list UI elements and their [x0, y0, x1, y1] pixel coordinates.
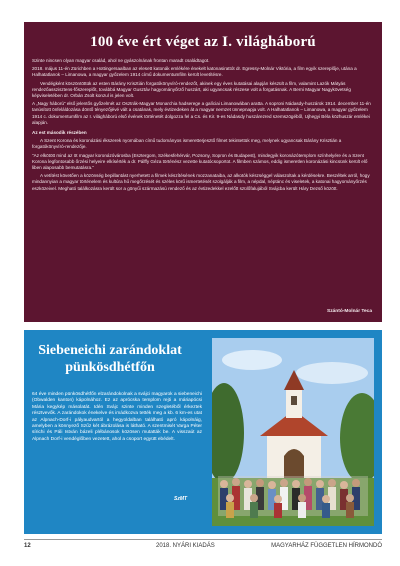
page-footer — [24, 539, 382, 554]
article-title — [30, 342, 190, 376]
article-paragraph: Vendégként köszöntöttük az esten Bárány Krisztián forgatókönyvíró-rendezőt, akinek egy éves kutatásai alapján készült a film, valamint Lazók Mátyás rendezőasszisztens-főszereplőt, továbbá Magyar Gusztáv hagyományőrző huszárt, aki ugyancsak részese volt a forgatásnak. A Berni Magyar Nagykövetség képviseletében dr. Orbán Zsolt konzul is jelen volt. — [32, 80, 351, 99]
group-of-pilgrims — [218, 476, 368, 518]
article-paragraph: "Az elkötött mind az öt magyar koronázóvárosba (Esztergom, Székesfehérvár, Pozsony, Sopron és Budapest), mindegyik koronázótemplom színhelyére és a Szent Korona legfontosabb őrzési helyeire elkísérték a dr. Pálffy Géza történész vezette kutatócsoportot. A filmben számos, eddig ismeretlen koronázási kincsünk került elő liben alaposabb bemutatásra." — [32, 152, 368, 171]
article-paragraph: A vetítést követően a közönség bepillantást nyerhetett a filmek készítésének mozzanataiba, az alkotók készséggel válaszoltak a kérdésekre. Beszéltek arról, hogy mindannyian a magyar történelem és kultúra hű megőrzését és széles körű ismertetését szolgálják a film, a népdal, néptánc és viseletek, a katonai hagyományőrzés eszközeivel. Megható találkozásra került sor a gönyűi származású rendező és az évtizedekkel ezelőtt szülőfalujából Svájcba került Háry Dezső között. — [32, 173, 370, 191]
article-paragraph: Szinte nincsen olyan magyar család, ahol ne gyászolnának frontan maradt családtagot. — [32, 58, 210, 63]
title-line: Siebeneichi zarándoklat — [38, 343, 182, 358]
article-paragraph: A Szent Korona és koronázási ékszerek nyomában című tudományos ismeretterjesztő filmet tekintettük meg, melynek ugyancsak Bárány Krisztián a forgatókönyvíró-rendezője. — [32, 138, 342, 150]
author-signature: Szántó-Molnár Teca — [327, 309, 372, 314]
article-wwi-centenary — [24, 22, 382, 322]
edition-label: 2018. NYÁRI KIADÁS — [156, 543, 215, 549]
article-body — [32, 58, 374, 194]
author-signature: SzMT — [174, 496, 188, 502]
chapel-group-photo — [212, 338, 374, 526]
article-subheading: Az est második részében — [32, 130, 87, 136]
article-pilgrimage — [24, 330, 382, 534]
title-line: pünkösdhétfőn — [65, 360, 155, 375]
publication-name: MAGYARHÁZ FÜGGETLEN HÍRMONDÓ — [271, 543, 382, 549]
article-paragraph: 64 éve minden pünkösdhétfőn elzarándokolnak a svájci magyarok a siebeneichi (Obwalden kanton) kápolnához. Ez az aprócska templom rejti a máriapócsi Mária kegykép másolatát. Idén Svájc szinte minden szegletéből érkeztek résztvevők. A zarándokok énekelve és imádkozva tették meg a kb. 6 km-es utat az Alpnach-Dorf-i pályaudvartól a hegyoldalban található apró kápolnáig, amelyben a könnyező Szűz két ábrázolása is látható. A szentmisét Varga Péter sírichi és Páli István bázeli plébánosok közösen mutatták be. A visszaút az Alpnach Dorf-i vendéglőben vezetett, ahol a csoport együtt ebédelt. — [32, 392, 202, 442]
article-body — [32, 392, 202, 445]
photo-illustration — [212, 338, 374, 526]
page-number: 12 — [24, 543, 31, 549]
article-paragraph: A „Nagy háború" első jelentős győzelmét az Osztrák-Magyar Monarchia hadserege a galíciai Limanowában aratta. A soproni Nádasdy-huszárok 1914. december 11-én tanúsított önfeláldozása döntő tényezőjévé vált a csatának, mely évtizedeken át a magyar nemzet ünnepnapja volt. A Halhatatlanok – Limanowa, a magyar győzelem 1914 c. dokumentumfilm az I. világháború első évének történetét dolgozza fel a Cs. és Kir. 9-es Nádasdy huszárezred szemszögéből, Ujhegyi Béla közhuszár emlékei alapján. — [32, 101, 371, 125]
article-paragraph: 2018. május 11-én Zürichben a Hottingersaalban az elesett katonák emlékére énekelt katonasirattót dr. Egressy-Molnár Viktória, a film egyik szereplője, utána a Halhatatlanok – Limanowa, a magyar győzelem 1914 című dokumentumfilm került levetítésre. — [32, 66, 357, 78]
article-title: 100 éve ért véget az I. világháború — [90, 34, 316, 50]
